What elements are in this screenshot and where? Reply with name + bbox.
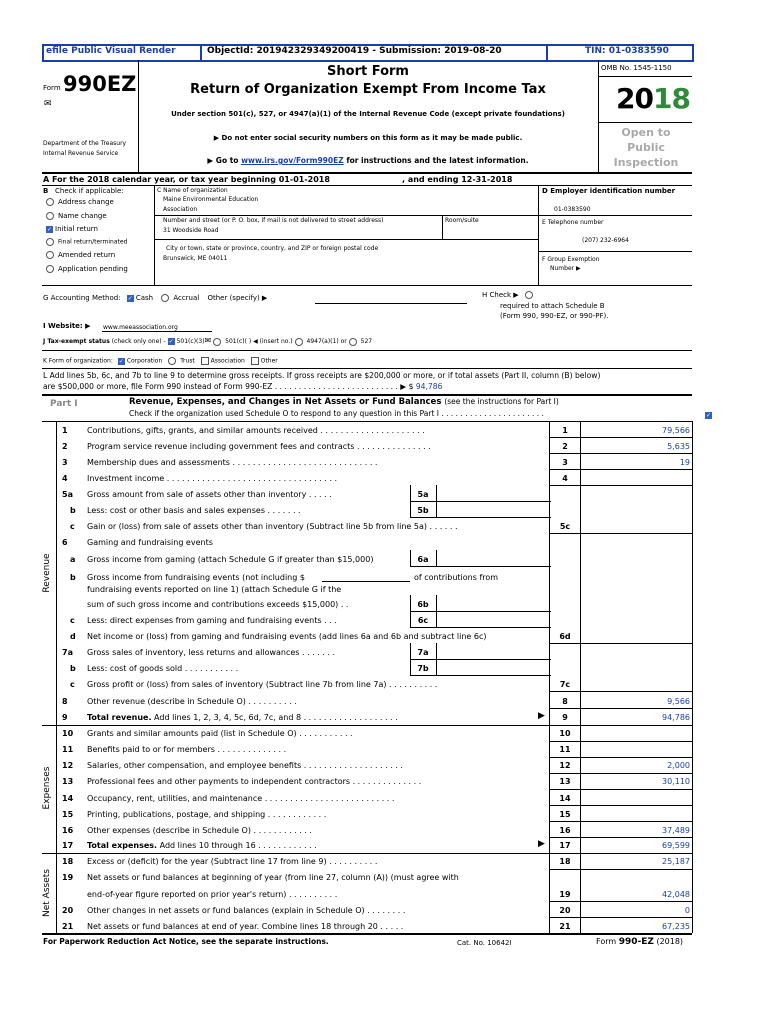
sub-entry-6c[interactable] [410,611,551,628]
accrual-label: Accrual [173,294,200,302]
line-desc: Net income or (loss) from gaming and fundraising events (add lines 6a and 6b and subtract line 6c) [87,632,487,641]
line-desc: Other expenses (describe in Schedule O) . . . . . . . . . . . . [87,826,312,835]
arrow-icon: ▶ [576,265,581,272]
checked-icon: ✓ [46,225,53,233]
amended-return-label: Amended return [58,251,116,259]
ssn-note: ▶ Do not enter social security numbers on this form as it may be made public. [213,134,523,142]
line-num: d [70,632,76,641]
line-desc: Gain or (loss) from sale of assets other than inventory (Subtract line 5b from line 5a) . . . . . . [87,522,458,531]
line-num: 19 [62,873,74,882]
tax-exempt-label: J Tax-exempt status [43,338,110,345]
group-number-label: Number [550,265,575,272]
sub-entry-6b[interactable] [410,595,551,612]
line-amount: 9,566 [667,697,690,706]
group-exemption-label: F Group Exemption [542,256,600,263]
line-desc: Gross amount from sale of assets other than inventory . . . . . [87,490,332,499]
line-num: b [70,664,76,673]
part-title [129,397,559,407]
section-h-label: H Check ▶ [482,291,519,299]
line-amount: 19 [679,458,690,467]
section-h-check[interactable] [482,291,537,299]
line-desc: Excess or (deficit) for the year (Subtract line 17 from line 9) . . . . . . . . . . [87,857,378,866]
association-label: Association [210,357,245,365]
irs-label: Internal Revenue Service [43,150,119,157]
cat-number: Cat. No. 10642I [457,939,512,947]
initial-return-label: Initial return [55,225,98,233]
trust-label: Trust [180,357,195,365]
line-num: 8 [62,697,68,706]
line-desc: Printing, publications, postage, and shipping . . . . . . . . . . . . [87,810,327,819]
line-desc: fundraising events reported on line 1) (attach Schedule G if the [87,585,342,594]
line-desc: Investment income . . . . . . . . . . . . . . . . . . . . . . . . . . . . . . . . . . [87,474,338,483]
year-suffix: 18 [652,82,690,115]
form-title: Return of Organization Exempt From Income Tax [190,82,546,97]
line-desc: Contributions, gifts, grants, and similar amounts received . . . . . . . . . . . . . . . . . . . . . [87,426,425,435]
line-num: 17 [62,841,74,850]
sub-box: 7a [417,648,429,657]
address-change-label: Address change [58,198,114,206]
street-value: 31 Woodside Road [163,227,219,234]
line-box: 18 [559,857,571,866]
footer-form-number: 990-EZ [618,937,654,947]
line-num: 10 [62,729,74,738]
section-a-ending: , and ending 12-31-2018 [402,175,513,184]
sub-entry-5a[interactable] [410,485,551,502]
section-b-title: Check if applicable: [55,187,124,195]
line-desc: Membership dues and assessments . . . . . . . . . . . . . . . . . . . . . . . . . . . . . [87,458,378,467]
tax-exempt-status [43,336,372,346]
4947-label: 4947(a)(1) or [306,338,347,345]
line-box: 4 [562,474,568,483]
side-label-revenue: Revenue [42,553,52,593]
line-desc: Gross sales of inventory, less returns and allowances . . . . . . . [87,648,336,657]
efile-label: efile Public Visual Render [46,46,176,56]
line-box: 10 [559,729,571,738]
line-box: 11 [559,745,571,754]
check-final-return[interactable] [46,238,127,246]
side-label-net-assets: Net Assets [42,869,52,917]
line-num: 11 [62,745,74,754]
goto-prefix: ▶ Go to [207,156,239,165]
check-amended-return[interactable] [46,251,115,259]
line-desc: Gross profit or (loss) from sales of inventory (Subtract line 7b from line 7a) . . . . . . . . . . [87,680,438,689]
sub-entry-7b[interactable] [410,659,551,676]
line-box: 7c [559,680,571,689]
gross-receipts: 94,786 [415,382,443,391]
line-desc: sum of such gross income and contributions exceeds $15,000) . . [87,600,349,609]
form-title-short: Short Form [327,64,409,79]
527-label: 527 [360,338,373,345]
line-amount: 2,000 [667,761,690,770]
501c3-label: 501(c)(3) [176,338,205,345]
sub-entry-7a[interactable] [410,643,551,660]
line-desc: Gaming and fundraising events [87,538,213,547]
line-num: 20 [62,906,74,915]
check-name-change[interactable] [46,212,107,220]
line-num: 12 [62,761,74,770]
cash-label: Cash [135,294,154,302]
line-num: 3 [62,458,68,467]
omb-number: OMB No. 1545-1150 [601,64,672,72]
line-box: 15 [559,810,571,819]
goto-suffix: for instructions and the latest information. [346,156,529,165]
object-id: ObjectId: 201942329349200419 - Submission: 2019-08-20 [207,46,502,56]
line-desc: Program service revenue including government fees and contracts . . . . . . . . . . . . . . . [87,442,431,451]
line-box: 21 [559,922,571,931]
open-public-2: Public [627,141,665,154]
line-desc: Net assets or fund balances at beginning of year (from line 27, column (A)) (must agree with [87,873,459,882]
side-label-expenses: Expenses [42,766,52,810]
501c-radio[interactable] [213,338,221,346]
line-desc: Salaries, other compensation, and employee benefits . . . . . . . . . . . . . . . . . . . . [87,761,403,770]
section-b-label: B [43,187,49,195]
line-amount: 79,566 [662,426,690,435]
accrual-radio[interactable] [161,294,169,302]
open-public-3: Inspection [613,156,679,169]
line-num: 21 [62,922,74,931]
line-num: 1 [62,426,68,435]
tin: TIN: 01-0383590 [585,46,669,56]
line-desc [87,713,398,722]
line-desc: Less: direct expenses from gaming and fundraising events . . . [87,616,337,625]
line-desc: Occupancy, rent, utilities, and maintenance . . . . . . . . . . . . . . . . . . . . . . . . . . [87,794,395,803]
section-a-line: A For the 2018 calendar year, or tax year beginning 01-01-2018 [43,175,330,184]
line-num: 16 [62,826,74,835]
year-prefix: 20 [616,82,653,115]
sub-box: 6a [417,555,429,564]
line-desc: Gross income from gaming (attach Schedule G if greater than $15,000) [87,555,374,564]
line-box: 16 [559,826,571,835]
line-desc [87,841,317,850]
line-desc: Net assets or fund balances at end of year. Combine lines 18 through 20 . . . . . [87,922,404,931]
schedule-o-check: Check if the organization used Schedule O to respond to any question in this Part I . . . . . . . . . . . . . . . . . . . . . . [129,409,544,418]
checked-icon[interactable]: ✓ [118,357,124,365]
line-box: 13 [559,777,571,786]
line-amount: 5,635 [667,442,690,451]
501c-label: 501(c)( ) [225,338,252,345]
org-name-1: Maine Environmental Education [163,196,259,203]
trust-radio[interactable] [168,357,176,365]
org-form-label: K Form of organization: [43,357,113,365]
line-num: 4 [62,474,68,483]
line-amount: 37,489 [662,826,690,835]
line-num: c [70,680,75,689]
line-num: 18 [62,857,74,866]
line-desc: Less: cost of goods sold . . . . . . . . . . . [87,664,239,673]
part-title-note: (see the instructions for Part I) [444,397,559,406]
line-desc-rest: Add lines 1, 2, 3, 4, 5c, 6d, 7c, and 8 . . . . . . . . . . . . . . . . . . . [151,713,398,722]
name-change-label: Name change [58,212,107,220]
total-expenses-label: Total expenses. [87,841,158,850]
city-value: Brunswick, ME 04011 [163,255,228,262]
line-desc: Gross income from fundraising events (not including $ [87,573,305,582]
line-amount: 67,235 [662,922,690,931]
check-application-pending[interactable] [46,265,128,273]
accounting-label: G Accounting Method: [43,294,121,302]
form-of-organization [43,357,278,365]
arrow-icon: ▶ [538,839,545,849]
line-box: 12 [559,761,571,770]
irs-link[interactable]: www.irs.gov/Form990EZ [241,156,344,165]
line-num: 15 [62,810,74,819]
open-public-1: Open to [621,126,671,139]
tax-year [616,82,690,115]
checked-icon: ✓ [705,412,712,419]
line-box: 6d [559,632,571,641]
check-address-change[interactable] [46,198,114,206]
section-h-text2: (Form 990, 990-EZ, or 990-PF). [500,312,609,320]
footer-form-year: (2018) [656,937,684,946]
sub-box: 5b [417,506,429,515]
line-box: 19 [559,890,571,899]
org-name-2: Association [163,206,198,213]
line-num: b [70,573,76,582]
line-num: b [70,506,76,515]
footer-form-prefix: Form [596,937,617,946]
ein-value: 01-0383590 [554,206,591,213]
sub-box: 5a [417,490,429,499]
line-box: 8 [562,697,568,706]
line-num: 9 [62,713,68,722]
line-num: 14 [62,794,74,803]
check-initial-return[interactable] [46,225,98,233]
line-desc-tail: of contributions from [414,573,499,582]
line-desc-rest: Add lines 10 through 16 . . . . . . . . . . . . [157,841,317,850]
line-amount: 30,110 [662,777,690,786]
other-label: Other (specify) ▶ [207,294,268,302]
checked-icon[interactable]: ✓ [127,294,133,302]
line-num: 7a [62,648,73,657]
line-amount: 94,786 [662,713,690,722]
website-url[interactable]: www.meeassociation.org [103,324,178,331]
line-num: c [70,616,75,625]
attachment-icon: ✉ [204,336,212,345]
phone-value: (207) 232-6964 [582,237,629,244]
line-num: a [70,555,76,564]
application-pending-label: Application pending [58,265,128,273]
line-num: 2 [62,442,68,451]
ein-label: D Employer identification number [542,187,676,195]
section-l-text2: are $500,000 or more, file Form 990 instead of Form 990-EZ . . . . . . . . . . . . . . . . . . . . . . . . . . ▶ $ [43,382,414,391]
line-desc: Grants and similar amounts paid (list in Schedule O) . . . . . . . . . . . [87,729,353,738]
sub-box: 7b [417,664,429,673]
form-prefix: Form [43,84,61,92]
line-box: 2 [562,442,568,451]
form-icon: ✉ [44,99,52,109]
city-label: City or town, state or province, country, and ZIP or foreign postal code [166,245,379,252]
insert-label: ◀ (insert no.) [253,338,293,345]
group-exemption-number [550,265,581,272]
part-title-text: Revenue, Expenses, and Changes in Net Assets or Fund Balances [129,397,442,407]
line-amount: 69,599 [662,841,690,850]
line-amount: 25,187 [662,857,690,866]
line-desc: Professional fees and other payments to independent contractors . . . . . . . . . . . . . . [87,777,422,786]
form-number: 990EZ [63,72,137,96]
sub-box: 6b [417,600,429,609]
schedule-o-checkbox[interactable] [705,411,714,420]
sub-entry-5b[interactable] [410,501,551,518]
line-amount: 42,048 [662,890,690,899]
line-box: 17 [559,841,571,850]
room-label: Room/suite [445,217,479,224]
line-box: 1 [562,426,568,435]
line-num: c [70,522,75,531]
street-label: Number and street (or P. O. box, if mail is not delivered to street address) [163,217,384,224]
line-desc: end-of-year figure reported on prior year's return) . . . . . . . . . . [87,890,338,899]
org-name-label: C Name of organization [157,187,228,194]
other-box[interactable] [251,357,259,365]
line-box: 14 [559,794,571,803]
line-desc: Other revenue (describe in Schedule O) . . . . . . . . . . [87,697,297,706]
accounting-method [43,294,267,302]
paperwork-notice: For Paperwork Reduction Act Notice, see the separate instructions. [43,937,329,946]
phone-label: E Telephone number [542,219,604,226]
form-subtitle: Under section 501(c), 527, or 4947(a)(1) of the Internal Revenue Code (except private foundations) [171,110,565,118]
footer-form [596,937,683,947]
line-box: 3 [562,458,568,467]
final-return-label: Final return/terminated [58,238,128,246]
tax-exempt-note: (check only one) - [111,338,166,345]
goto-line [140,156,596,165]
line-desc: Other changes in net assets or fund balances (explain in Schedule O) . . . . . . . . [87,906,406,915]
527-radio[interactable] [349,338,357,346]
part-label: Part I [50,399,78,409]
other-org-label: Other [260,357,278,365]
total-revenue-label: Total revenue. [87,713,152,722]
line-num: 5a [62,490,73,499]
line-box: 5c [559,522,571,531]
line-desc: Benefits paid to or for members . . . . . . . . . . . . . . [87,745,287,754]
section-l-line2 [43,382,442,391]
corporation-label: Corporation [126,357,163,365]
line-num: 13 [62,777,74,786]
association-box[interactable] [201,357,209,365]
checked-icon[interactable]: ✓ [168,338,174,345]
website-label: I Website: ▶ [43,322,91,330]
line-box: 20 [559,906,571,915]
sub-box: 6c [417,616,429,625]
line-box: 9 [562,713,568,722]
arrow-icon: ▶ [538,711,545,721]
sub-entry-6a[interactable] [410,550,551,567]
dept-treasury: Department of the Treasury [43,140,127,147]
4947-radio[interactable] [295,338,303,346]
line-desc: Less: cost or other basis and sales expenses . . . . . . . [87,506,301,515]
line-amount: 0 [684,906,690,915]
section-l-line1: L Add lines 5b, 6c, and 7b to line 9 to determine gross receipts. If gross receipts are $200,000 or more, or if total assets (Part II, column (B) below) [43,371,601,380]
section-h-text1: required to attach Schedule B [500,302,605,310]
line-num: 6 [62,538,68,547]
